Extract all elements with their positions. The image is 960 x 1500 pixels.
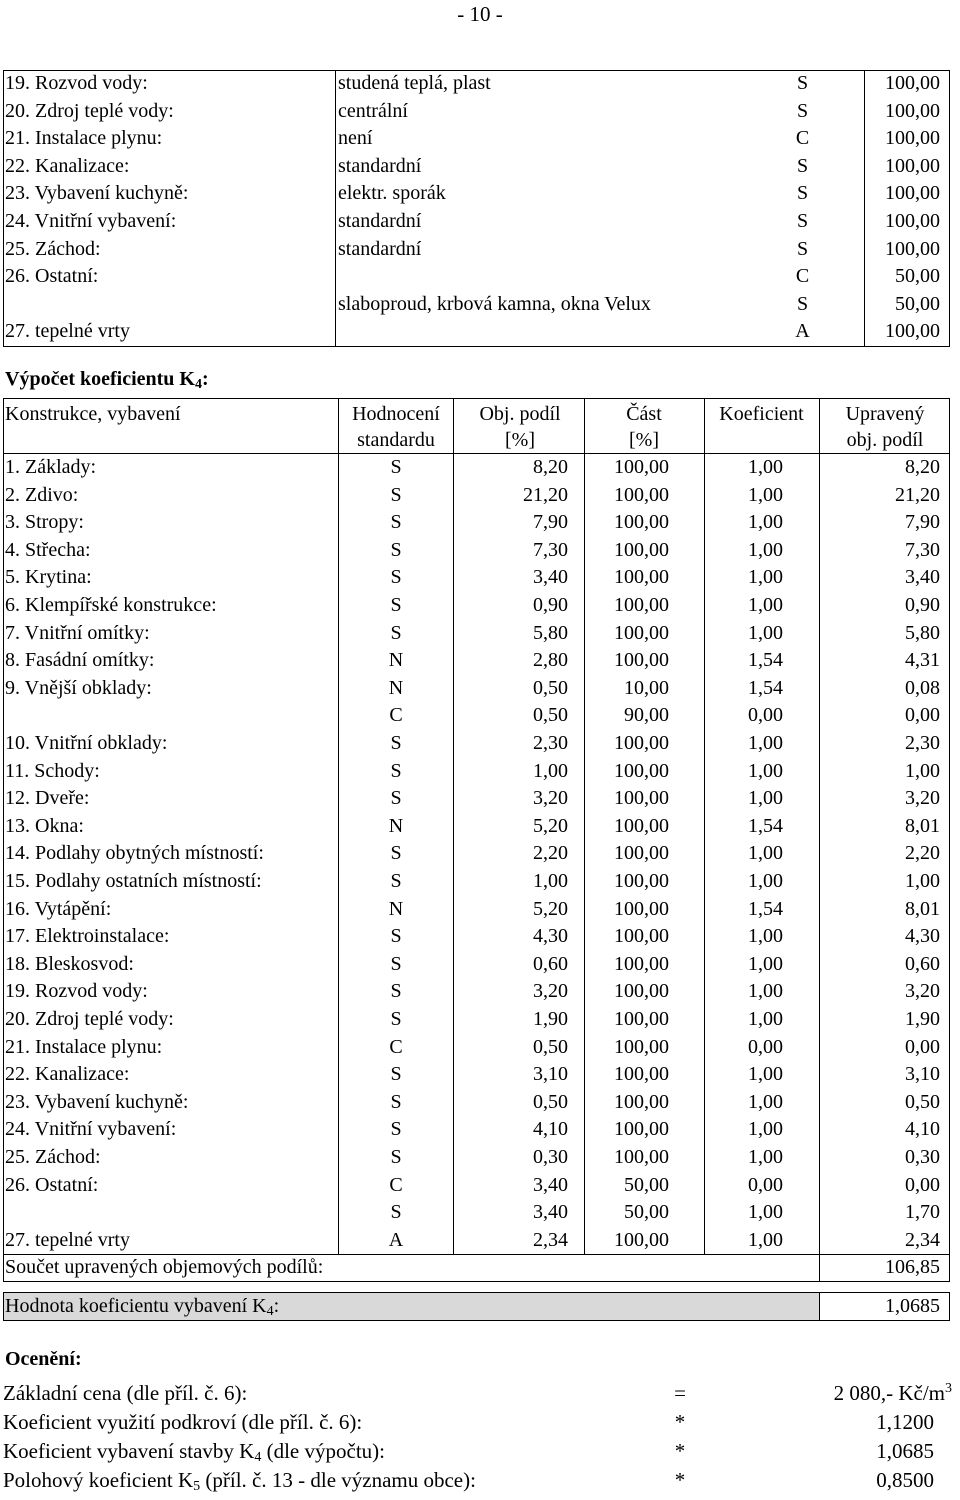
k4-row-part: 100,00 [614,980,669,1003]
table1-row-name: 24. Vnitřní vybavení: [5,210,177,232]
k4-row-standard: S [390,925,402,948]
result-label [5,1293,279,1320]
k4-row-adjusted-share: 0,00 [905,1173,940,1196]
k4-row-part: 100,00 [614,511,669,534]
k4-row-coefficient: 1,00 [748,870,783,892]
k4-row-part: 100,00 [614,759,669,782]
k4-row-adjusted-share: 2,20 [905,842,940,865]
col-header-standard-line1: Hodnocení [352,403,440,425]
k4-row-volume-share: 5,80 [533,621,568,644]
k4-row-part: 100,00 [614,842,669,865]
k4-row-part: 100,00 [614,897,669,920]
table1-row-description: standardní [338,210,422,232]
k4-row-part: 100,00 [614,1035,669,1058]
k4-row-volume-share: 4,30 [533,925,568,948]
table2-col-separator [819,398,820,1254]
table1-bottom-border [3,346,950,347]
k4-row-part: 50,00 [624,1201,669,1224]
k4-row-name: 12. Dveře: [5,787,90,810]
table1-row-class: C [795,265,810,288]
k4-row-adjusted-share: 8,01 [905,814,940,837]
result-value: 1,0685 [885,1295,940,1317]
valuation-label-tail: (dle výpočtu): [261,1439,385,1463]
k4-row-name: 1. Základy: [5,456,97,478]
k4-row-adjusted-share: 0,50 [905,1090,940,1113]
table2-col-separator [338,398,339,1254]
k4-row-part: 100,00 [614,1228,669,1251]
k4-row-standard: C [389,1173,403,1196]
k4-row-volume-share: 0,50 [533,1090,568,1113]
sum-row-separator [819,1254,820,1281]
table1-row-percent: 100,00 [885,99,940,122]
k4-row-coefficient: 1,00 [748,732,783,754]
valuation-value [740,1409,934,1436]
k4-row-standard: S [390,594,402,616]
k4-row-volume-share: 2,20 [533,842,568,865]
col-header-volume-share-line1: Obj. podíl [479,403,561,425]
k4-row-name: 22. Kanalizace: [5,1063,130,1086]
k4-row-volume-share: 7,30 [533,538,568,561]
k4-row-volume-share: 3,40 [533,1173,568,1196]
k4-row-adjusted-share: 1,90 [905,1008,940,1030]
k4-row-name: 3. Stropy: [5,511,84,534]
k4-row-part: 100,00 [614,1063,669,1086]
k4-row-volume-share: 3,40 [533,1201,568,1224]
col-header-adjusted-share-line1: Upravený [845,403,925,425]
k4-row-volume-share: 7,90 [533,511,568,534]
table1-col-separator [335,70,336,347]
k4-row-volume-share: 2,30 [533,732,568,754]
col-header-part [585,401,703,453]
table1-row-percent: 50,00 [895,265,940,288]
table1-row-class: S [796,237,809,260]
k4-row-standard: S [390,1146,402,1168]
k4-row-name: 16. Vytápění: [5,897,112,920]
table1-row-class: S [796,72,809,94]
k4-row-coefficient: 1,00 [748,511,783,534]
k4-row-coefficient: 1,00 [748,1228,783,1251]
page-number: - 10 - [457,2,503,26]
table1-row-class: S [796,292,809,315]
k4-row-part: 100,00 [614,566,669,589]
result-right-border [949,1292,950,1321]
k4-row-coefficient: 1,00 [748,925,783,948]
k4-row-volume-share: 0,30 [533,1146,568,1168]
k4-row-volume-share: 3,40 [533,566,568,589]
k4-row-part: 100,00 [614,538,669,561]
k4-row-adjusted-share: 21,20 [895,483,940,506]
k4-row-coefficient: 1,00 [748,1201,783,1224]
k4-row-standard: S [390,538,402,561]
k4-row-standard: N [388,814,404,837]
table1-row-description: není [338,127,373,150]
k4-row-part: 50,00 [624,1173,669,1196]
col-header-adjusted-share-line2: obj. podíl [846,429,924,451]
k4-row-part: 100,00 [614,870,669,892]
k4-row-volume-share: 2,34 [533,1228,568,1251]
k4-row-adjusted-share: 3,20 [905,980,940,1003]
k4-row-volume-share: 5,20 [533,814,568,837]
valuation-heading: Ocenění: [5,1348,82,1370]
k4-row-adjusted-share: 1,00 [905,759,940,782]
col-header-standard-line2: standardu [357,429,435,451]
k4-row-coefficient: 1,00 [748,566,783,589]
sum-row-bottom-border [3,1281,950,1282]
k4-row-coefficient: 1,00 [748,952,783,975]
valuation-value-text: 0,8500 [876,1468,934,1492]
k4-row-adjusted-share: 0,08 [905,676,940,699]
col-header-coefficient: Koeficient [719,403,804,425]
col-header-standard [340,401,452,453]
k4-row-name: 27. tepelné vrty [5,1228,130,1251]
valuation-label [3,1380,247,1407]
table1-row-description: elektr. sporák [338,182,446,205]
valuation-value-text: 1,1200 [876,1410,934,1434]
valuation-operator: * [674,1468,686,1492]
k4-row-standard: S [390,566,402,589]
table1-row-class: S [796,182,809,205]
k4-row-name: 24. Vnitřní vybavení: [5,1118,177,1141]
k4-row-standard: S [390,456,402,478]
k4-row-coefficient: 1,54 [748,676,783,699]
table1-row-name: 21. Instalace plynu: [5,127,163,150]
k4-row-standard: S [390,621,402,644]
k4-row-name: 19. Rozvod vody: [5,980,148,1003]
k4-row-name: 4. Střecha: [5,538,91,561]
valuation-value [740,1438,934,1465]
k4-row-name: 6. Klempířské konstrukce: [5,594,217,616]
k4-row-volume-share: 1,00 [533,870,568,892]
k4-row-standard: S [390,1090,402,1113]
k4-heading-colon: : [201,368,209,390]
k4-row-standard: C [389,704,403,727]
table1-row-class: A [795,320,810,343]
sum-label: Součet upravených objemových podílů: [5,1256,324,1278]
k4-row-adjusted-share: 7,30 [905,538,940,561]
k4-row-name: 21. Instalace plynu: [5,1035,163,1058]
k4-row-adjusted-share: 0,60 [905,952,940,975]
table1-row-class: S [796,99,809,122]
k4-row-standard: S [390,870,402,892]
k4-row-adjusted-share: 0,00 [905,1035,940,1058]
k4-row-coefficient: 1,00 [748,483,783,506]
k4-row-standard: S [390,759,402,782]
k4-row-part: 100,00 [614,456,669,478]
k4-row-standard: N [388,676,404,699]
k4-row-name: 10. Vnitřní obklady: [5,732,168,754]
k4-row-part: 100,00 [614,483,669,506]
valuation-label-text: Polohový koeficient K [3,1468,194,1492]
table1-row-description: centrální [338,99,408,122]
valuation-label-text: Koeficient vybavení stavby K [3,1439,255,1463]
table1-row-percent: 100,00 [885,127,940,150]
valuation-value [740,1467,934,1494]
table1-row-class: C [795,127,810,150]
valuation-operator: * [674,1439,686,1463]
k4-row-standard: S [390,1008,402,1030]
k4-row-volume-share: 0,50 [533,1035,568,1058]
table1-row-description: standardní [338,154,422,177]
result-label-colon: : [273,1295,280,1317]
k4-heading [5,368,209,393]
table2-top-border [3,398,950,399]
k4-row-part: 10,00 [624,676,669,699]
k4-row-volume-share: 0,50 [533,676,568,699]
k4-row-standard: A [388,1228,404,1251]
k4-row-name: 2. Zdivo: [5,483,79,506]
table1-row-name: 20. Zdroj teplé vody: [5,99,174,122]
k4-row-name: 8. Fasádní omítky: [5,649,155,672]
table2-left-border [3,398,4,1281]
table1-row-percent: 100,00 [885,237,940,260]
col-header-volume-share [455,401,585,453]
table1-row-class: S [796,210,809,232]
k4-row-part: 100,00 [614,594,669,616]
k4-row-adjusted-share: 5,80 [905,621,940,644]
valuation-value-text: 1,0685 [876,1439,934,1463]
k4-row-adjusted-share: 8,20 [905,456,940,478]
k4-row-name: 26. Ostatní: [5,1173,99,1196]
k4-row-coefficient: 1,54 [748,814,783,837]
valuation-label-tail: (příl. č. 13 - dle významu obce): [200,1468,476,1492]
k4-row-coefficient: 1,00 [748,1146,783,1168]
valuation-label-text: Základní cena (dle příl. č. 6): [3,1381,248,1405]
k4-row-volume-share: 0,90 [533,594,568,616]
k4-heading-text: Výpočet koeficientu K [5,368,195,390]
k4-row-volume-share: 0,60 [533,952,568,975]
k4-row-name: 5. Krytina: [5,566,92,589]
k4-row-coefficient: 1,00 [748,759,783,782]
table1-row-name: 19. Rozvod vody: [5,72,148,94]
col-header-construction: Konstrukce, vybavení [5,403,181,425]
k4-row-adjusted-share: 1,70 [905,1201,940,1224]
result-label-text: Hodnota koeficientu vybavení K [5,1295,267,1317]
result-label-subscript: 4 [266,1304,274,1319]
table1-row-description: studená teplá, plast [338,72,491,94]
k4-row-volume-share: 1,00 [533,759,568,782]
table1-right-border [949,70,950,347]
k4-row-volume-share: 3,20 [533,787,568,810]
k4-row-standard: S [390,980,402,1003]
k4-row-volume-share: 8,20 [533,456,568,478]
valuation-label-text: Koeficient využití podkroví (dle příl. č. 6): [3,1410,363,1434]
k4-row-standard: S [390,952,402,975]
k4-row-name: 15. Podlahy ostatních místností: [5,870,262,892]
k4-row-standard: S [390,732,402,754]
k4-row-part: 100,00 [614,1090,669,1113]
k4-row-name: 20. Zdroj teplé vody: [5,1008,174,1030]
k4-row-coefficient: 1,00 [748,456,783,478]
k4-row-coefficient: 1,00 [748,538,783,561]
col-header-volume-share-line2: [%] [505,429,535,451]
table1-row-name: 25. Záchod: [5,237,101,260]
k4-row-adjusted-share: 0,30 [905,1146,940,1168]
k4-row-adjusted-share: 4,10 [905,1118,940,1141]
k4-row-part: 100,00 [614,952,669,975]
k4-row-adjusted-share: 0,90 [905,594,940,616]
k4-row-part: 100,00 [614,621,669,644]
k4-row-part: 100,00 [614,925,669,948]
k4-row-coefficient: 1,00 [748,1008,783,1030]
k4-row-part: 100,00 [614,1146,669,1168]
table2-col-separator [453,398,454,1254]
k4-row-volume-share: 5,20 [533,897,568,920]
table1-row-percent: 50,00 [895,292,940,315]
k4-row-standard: S [390,483,402,506]
valuation-value-text: 2 080,- Kč/m [833,1381,945,1405]
table1-left-border [3,70,4,347]
k4-row-volume-share: 2,80 [533,649,568,672]
k4-row-coefficient: 1,00 [748,842,783,865]
table1-row-percent: 100,00 [885,72,940,94]
table2-right-border [949,398,950,1281]
k4-row-volume-share: 3,10 [533,1063,568,1086]
k4-row-adjusted-share: 2,34 [905,1228,940,1251]
k4-row-adjusted-share: 3,40 [905,566,940,589]
table1-row-name: 22. Kanalizace: [5,154,130,177]
valuation-label [3,1409,362,1436]
k4-row-coefficient: 1,00 [748,621,783,644]
col-header-part-line2: [%] [629,429,659,451]
k4-row-volume-share: 1,90 [533,1008,568,1030]
k4-row-name: 14. Podlahy obytných místností: [5,842,264,865]
k4-row-adjusted-share: 8,01 [905,897,940,920]
k4-row-part: 100,00 [614,814,669,837]
table1-row-percent: 100,00 [885,320,940,343]
k4-row-part: 100,00 [614,1118,669,1141]
k4-row-coefficient: 1,00 [748,1090,783,1113]
table1-row-class: S [796,154,809,177]
valuation-operator: = [674,1381,686,1405]
k4-row-part: 100,00 [614,649,669,672]
valuation-operator: * [674,1410,686,1434]
k4-row-coefficient: 1,54 [748,897,783,920]
result-left-border [3,1292,4,1321]
table1-row-name: 27. tepelné vrty [5,320,130,343]
k4-row-standard: N [388,649,404,672]
valuation-label-subscript: 5 [193,1479,201,1494]
result-bottom-border [3,1320,950,1321]
k4-row-standard: S [390,1118,402,1141]
result-mid-border [819,1292,820,1321]
k4-row-name: 11. Schody: [5,759,100,782]
table1-row-description: standardní [338,237,422,260]
k4-row-volume-share: 0,50 [533,704,568,727]
k4-row-adjusted-share: 3,10 [905,1063,940,1086]
k4-row-name: 13. Okna: [5,814,84,837]
k4-row-name: 23. Vybavení kuchyně: [5,1090,189,1113]
k4-row-coefficient: 1,00 [748,594,783,616]
k4-row-coefficient: 0,00 [748,1035,783,1058]
k4-row-standard: S [390,1201,402,1224]
k4-row-adjusted-share: 1,00 [905,870,940,892]
k4-row-standard: S [390,1063,402,1086]
k4-row-standard: C [389,1035,403,1058]
col-header-adjusted-share [822,401,948,453]
table1-row-description: slaboproud, krbová kamna, okna Velux [338,292,651,315]
k4-row-name: 25. Záchod: [5,1146,101,1168]
k4-row-coefficient: 1,54 [748,649,783,672]
sum-value: 106,85 [885,1256,940,1278]
table1-row-percent: 100,00 [885,154,940,177]
k4-row-adjusted-share: 0,00 [905,704,940,727]
k4-row-adjusted-share: 4,30 [905,925,940,948]
k4-row-name: 7. Vnitřní omítky: [5,621,150,644]
k4-row-coefficient: 1,00 [748,1063,783,1086]
k4-row-part: 100,00 [614,787,669,810]
k4-row-volume-share: 3,20 [533,980,568,1003]
k4-row-standard: S [390,787,402,810]
valuation-value [740,1380,952,1407]
valuation-label [3,1467,476,1494]
k4-row-part: 90,00 [624,704,669,727]
k4-row-volume-share: 21,20 [523,483,568,506]
k4-row-standard: N [388,897,404,920]
k4-row-coefficient: 0,00 [748,1173,783,1196]
k4-row-coefficient: 1,00 [748,1118,783,1141]
k4-row-part: 100,00 [614,732,669,754]
k4-row-name: 17. Elektroinstalace: [5,925,170,948]
k4-row-adjusted-share: 7,90 [905,511,940,534]
k4-row-coefficient: 0,00 [748,704,783,727]
k4-row-coefficient: 1,00 [748,980,783,1003]
k4-row-standard: S [390,511,402,534]
k4-row-part: 100,00 [614,1008,669,1030]
k4-row-volume-share: 4,10 [533,1118,568,1141]
k4-row-coefficient: 1,00 [748,787,783,810]
k4-row-adjusted-share: 2,30 [905,732,940,754]
table1-row-name: 26. Ostatní: [5,265,99,288]
valuation-label [3,1438,385,1465]
valuation-label-subscript: 4 [254,1450,262,1465]
table1-row-name: 23. Vybavení kuchyně: [5,182,189,205]
table1-row-percent: 100,00 [885,210,940,232]
col-header-part-line1: Část [626,403,662,425]
valuation-value-superscript: 3 [945,1381,952,1396]
k4-heading-subscript: 4 [194,377,202,392]
k4-row-standard: S [390,842,402,865]
k4-row-adjusted-share: 4,31 [905,649,940,672]
k4-row-adjusted-share: 3,20 [905,787,940,810]
k4-row-name: 9. Vnější obklady: [5,676,152,699]
table1-row-percent: 100,00 [885,182,940,205]
k4-row-name: 18. Bleskosvod: [5,952,134,975]
